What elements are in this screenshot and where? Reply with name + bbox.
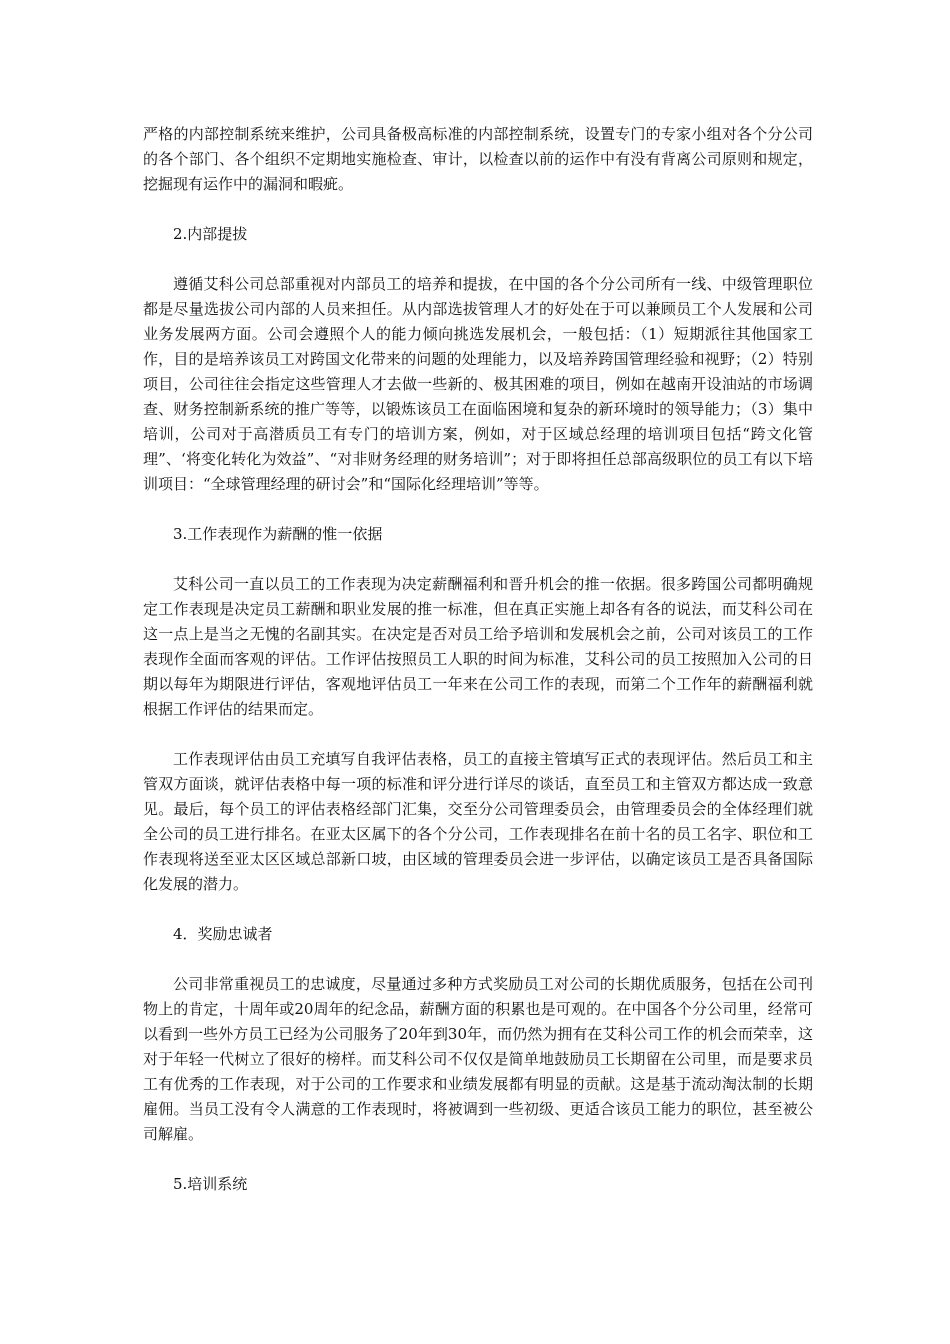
paragraph-internal-promotion: 遵循艾科公司总部重视对内部员工的培养和提拔，在中国的各个分公司所有一线、中级管理职位都是尽量选拔公司内部的人员来担任。从内部选拔管理人才的好处在于可以兼顾员工个人发展和公司业务发展两方面。公司会遵照个人的能力倾向挑选发展机会，一般包括：（1）短期派往其他国家工作，目的是培养该员工对跨国文化带来的问题的处理能力，以及培养跨国管理经验和视野；（2）特别项目，公司往往会指定这些管理人才去做一些新的、极其困难的项目，例如在越南开设油站的市场调查、财务控制新系统的推广等等，以锻炼该员工在面临困境和复杂的新环境时的领导能力；（3）集中培训，公司对于高潜质员工有专门的培训方案，例如，对于区域总经理的培训项目包括“跨文化管理”、‘将变化转化为效益”、“对非财务经理的财务培训”；对于即将担任总部高级职位的员工有以下培训项目：“全球管理经理的研讨会”和“国际化经理培训”等等。 [143,275,813,493]
document-body [143,122,813,1222]
paragraph-performance-pay-2: 工作表现评估由员工充填写自我评估表格，员工的直接主管填写正式的表现评估。然后员工和主管双方面谈，就评估表格中每一项的标准和评分进行详尽的谈话，直至员工和主管双方都达成一致意见。最后，每个员工的评估表格经部门汇集，交至分公司管理委员会，由管理委员会的全体经理们就全公司的员工进行排名。在亚太区属下的各个分公司，工作表现排名在前十名的员工名字、职位和工作表现将送至亚太区区域总部新口坡，由区域的管理委员会进一步评估，以确定该员工是否具备国际化发展的潜力。 [143,750,813,893]
section-heading-performance-pay: 3.工作表现作为薪酬的惟一依据 [173,525,383,543]
paragraph-performance-pay-1: 艾科公司一直以员工的工作表现为决定薪酬福利和晋升机会的推一依据。很多跨国公司都明确规定工作表现是决定员工薪酬和职业发展的推一标准，但在真正实施上却各有各的说法，而艾科公司在这一点上是当之无愧的名副其实。在决定是否对员工给予培训和发展机会之前，公司对该员工的工作表现作全面而客观的评估。工作评估按照员工人职的时间为标准，艾科公司的员工按照加入公司的日期以每年为期限进行评估，客观地评估员工一年来在公司工作的表现，而第二个工作年的薪酬福利就根据工作评估的结果而定。 [143,575,813,718]
paragraph-reward-loyalty: 公司非常重视员工的忠诚度，尽量通过多种方式奖励员工对公司的长期优质服务，包括在公司刊物上的肯定，十周年或20周年的纪念品，薪酬方面的积累也是可观的。在中国各个分公司里，经常可以看到一些外方员工已经为公司服务了20年到30年，而仍然为拥有在艾科公司工作的机会而荣幸，这对于年轻一代树立了很好的榜样。而艾科公司不仅仅是简单地鼓励员工长期留在公司里，而是要求员工有优秀的工作表现，对于公司的工作要求和业绩发展都有明显的贡献。这是基于流动淘汰制的长期雇佣。当员工没有令人满意的工作表现时，将被调到一些初级、更适合该员工能力的职位，甚至被公司解雇。 [143,975,813,1143]
section-heading-internal-promotion: 2.内部提拔 [173,225,248,243]
section-heading-training-system: 5.培训系统 [173,1175,248,1193]
intro-paragraph: 严格的内部控制系统来维护，公司具备极高标准的内部控制系统，设置专门的专家小组对各个分公司的各个部门、各个组织不定期地实施检查、审计，以检查以前的运作中有没有背离公司原则和规定，挖掘现有运作中的漏洞和暇疵。 [143,125,813,193]
section-heading-reward-loyalty: 4．奖励忠诚者 [173,925,273,943]
